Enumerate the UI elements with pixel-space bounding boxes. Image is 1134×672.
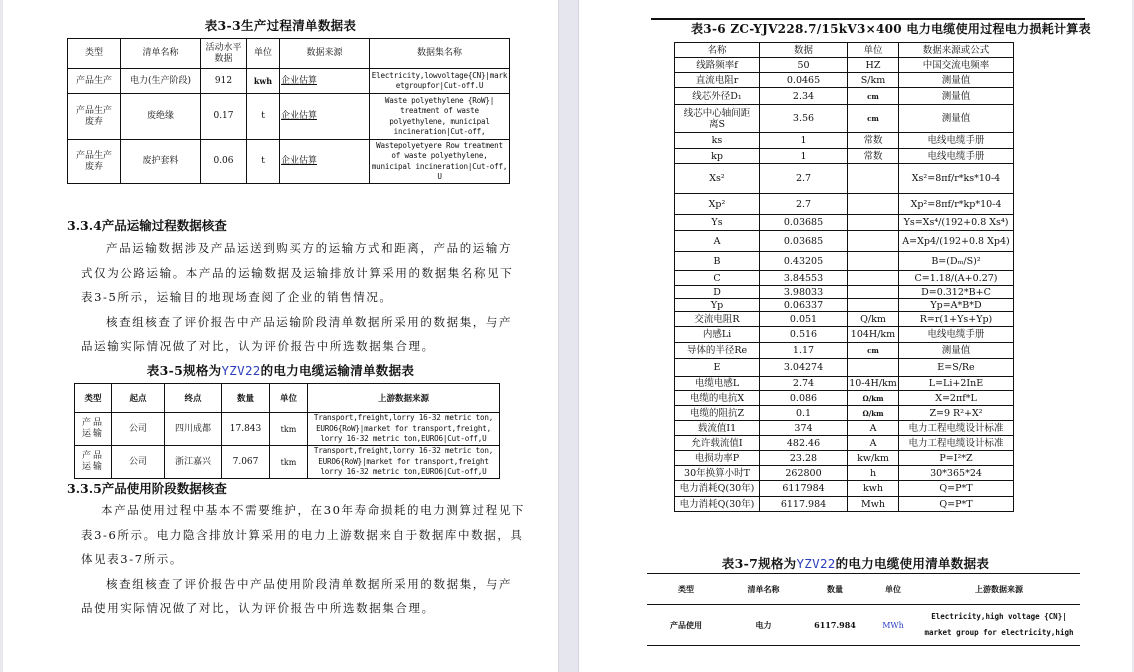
table-row	[675, 436, 1014, 451]
cell-source: X=2πf*L	[899, 391, 1014, 406]
cell-name: Xp²	[675, 194, 760, 215]
cell-source: Ys=Xs⁴/(192+0.8 Xs⁴)	[899, 215, 1014, 231]
cell-unit: Mwh	[848, 497, 899, 512]
cell-unit	[848, 271, 899, 286]
table-row	[675, 481, 1014, 497]
cell-name: E	[675, 359, 760, 377]
table-3-7-caption	[579, 554, 1132, 572]
header-cell: 起点	[112, 384, 165, 413]
cell-value: 1	[760, 133, 848, 149]
paragraph-line: 体见表3-7所示。	[81, 552, 183, 566]
cell-source: 电线电缆手册	[899, 133, 1014, 149]
cell-source: Xs²=8πf/r*ks*10-4	[899, 164, 1014, 194]
cell-value: 0.17	[201, 94, 247, 140]
header-cell: 上游数据来源	[308, 384, 500, 413]
section-heading-335: 3.3.5产品使用阶段数据核查	[67, 481, 227, 496]
table-row	[675, 194, 1014, 215]
cell-unit: 104H/km	[848, 327, 899, 343]
cell-name: C	[675, 271, 760, 286]
paragraph-line: 本产品使用过程中基本不需要维护，在30年寿命损耗的电力测算过程见下	[101, 503, 525, 517]
table-row	[68, 94, 510, 140]
header-cell: 终点	[165, 384, 222, 413]
cell-value: 1	[760, 149, 848, 164]
cell-value: 0.1	[760, 406, 848, 421]
table-row	[675, 377, 1014, 391]
cell-name: Xs²	[675, 164, 760, 194]
cell-value: 1.17	[760, 343, 848, 359]
cell-source: Xp²=8πf/r*kp*10-4	[899, 194, 1014, 215]
cell-source: 企业估算	[280, 140, 370, 184]
table-row	[675, 327, 1014, 343]
cell-name: 直流电阻r	[675, 73, 760, 88]
cell-unit: HZ	[848, 58, 899, 73]
header-cell: 数据集名称	[370, 39, 510, 69]
cell-source: R=r(1+Ys+Yp)	[899, 312, 1014, 327]
cell-value: 0.06337	[760, 299, 848, 312]
table-header-row	[647, 574, 1080, 605]
header-cell: 单位	[270, 384, 308, 413]
cell-type: 产品运输	[75, 446, 112, 479]
cell-type: 产品生产废弃	[68, 94, 121, 140]
header-cell: 上游数据来源	[918, 574, 1080, 605]
cell-value: 3.98033	[760, 286, 848, 299]
table-row	[675, 164, 1014, 194]
cell-source: 电力工程电缆设计标准	[899, 436, 1014, 451]
header-cell: 数量	[802, 574, 868, 605]
cell-value: 2.34	[760, 88, 848, 105]
table-3-5	[74, 383, 500, 479]
cell-type: 产品使用	[647, 605, 725, 646]
table-row	[675, 312, 1014, 327]
cell-source: 测量值	[899, 343, 1014, 359]
cell-unit: Ω/km	[848, 391, 899, 406]
cell-name: B	[675, 252, 760, 271]
cell-unit: 10-4H/km	[849, 378, 897, 389]
header-cell: 名称	[675, 43, 760, 58]
paragraph-line: 表3-6所示。电力隐含排放计算采用的电力上游数据来自于数据库中数据，具	[81, 528, 524, 542]
table-header-row	[68, 39, 510, 69]
table-row	[68, 69, 510, 94]
table-row	[675, 497, 1014, 512]
cell-unit: 常数	[848, 133, 899, 149]
header-cell: 单位	[868, 574, 918, 605]
table-row	[675, 451, 1014, 466]
cell-name: 废护套料	[121, 140, 201, 184]
cell-name: A	[675, 231, 760, 252]
cell-unit	[848, 215, 899, 231]
cell-value: 0.086	[760, 391, 848, 406]
cell-source: 测量值	[899, 73, 1014, 88]
cell-source: E=S/Re	[899, 359, 1014, 377]
cell-value: 2.7	[760, 164, 848, 194]
caption-text: 的电力电缆运输清单数据表	[260, 363, 415, 378]
cell-source: 测量值	[899, 88, 1014, 105]
cell-type: 产品生产废弃	[68, 140, 121, 184]
cell-source: 测量值	[899, 105, 1014, 133]
table-row	[75, 413, 500, 446]
cell-value: 374	[760, 421, 848, 436]
cell-unit	[848, 359, 899, 377]
cell-value: 482.46	[760, 436, 848, 451]
cell-name: 电缆电感L	[675, 377, 760, 391]
cell-name: Yp	[675, 299, 760, 312]
header-cell: 类型	[75, 384, 112, 413]
cell-value: 3.04274	[760, 359, 848, 377]
cell-source: A=Xp4/(192+0.8 Xp4)	[899, 231, 1014, 252]
cell-unit: MWh	[868, 605, 918, 646]
caption-text: 表3-5规格为	[146, 363, 222, 378]
table-3-7	[647, 573, 1080, 646]
cell-from: 公司	[112, 446, 165, 479]
header-cell: 数据来源或公式	[899, 43, 1014, 58]
cell-unit: Q/km	[848, 312, 899, 327]
cell-value: 0.516	[760, 327, 848, 343]
cell-source: Z=9 R²+X²	[899, 406, 1014, 421]
caption-text: 的电力电缆使用清单数据表	[835, 556, 990, 571]
cell-name: 电力消耗Q(30年)	[675, 497, 760, 512]
cell-unit: cm	[848, 105, 899, 133]
paragraph-line: 产品运输数据涉及产品运送到购买方的运输方式和距离，产品的运输方	[106, 241, 513, 255]
cell-to: 浙江嘉兴	[165, 446, 222, 479]
table-row	[675, 343, 1014, 359]
cell-name: 交流电阻R	[675, 312, 760, 327]
cell-source: Transport,freight,lorry 16-32 metric ton, EURO6{RoW}|market for transport,freight lorry 16-32 metric ton,EURO6|Cut-off,U	[308, 446, 500, 479]
cell-source: B=(Dₘ/S)²	[899, 252, 1014, 271]
table-row	[675, 421, 1014, 436]
table-row	[675, 231, 1014, 252]
caption-model: YZV22	[221, 363, 261, 378]
cell-value: 912	[201, 69, 247, 94]
table-row	[675, 215, 1014, 231]
cell-value: 2.7	[760, 194, 848, 215]
header-cell: 清单名称	[121, 39, 201, 69]
cell-unit: cm	[848, 88, 899, 105]
cell-name: 废绝缘	[121, 94, 201, 140]
cell-from: 公司	[112, 413, 165, 446]
cell-name: 电力(生产阶段)	[121, 69, 201, 94]
cell-unit: A	[848, 436, 899, 451]
table-row	[647, 605, 1080, 646]
cell-source: Transport,freight,lorry 16-32 metric ton, EURO6{RoW}|market for transport,freight, lorry 16-32 metric ton,EURO6|Cut-off,U	[308, 413, 500, 446]
cell-source: 电线电缆手册	[899, 327, 1014, 343]
paragraph-line: 式仅为公路运输。本产品的运输数据及运输排放计算采用的数据集名称见下	[81, 266, 514, 280]
cell-unit: tkm	[270, 413, 308, 446]
cell-unit	[848, 286, 899, 299]
caption-model: YZV22	[796, 556, 836, 571]
cell-value: 2.74	[760, 377, 848, 391]
cell-name: Ys	[675, 215, 760, 231]
table-row	[675, 359, 1014, 377]
document-page-right	[578, 0, 1132, 672]
header-cell: 活动水平数据	[201, 39, 247, 69]
cell-value: 6117.984	[760, 497, 848, 512]
cell-dataset: Waste polyethylene {RoW}| treatment of waste polyethylene, municipal incineration|Cut-off,	[370, 94, 510, 140]
table-3-6-body	[675, 43, 1014, 512]
cell-source: 30*365*24	[899, 466, 1014, 481]
cell-unit	[848, 164, 899, 194]
cell-value: 0.06	[201, 140, 247, 184]
cell-type: 产品运输	[75, 413, 112, 446]
table-row	[675, 299, 1014, 312]
table-row	[675, 105, 1014, 133]
source-line: market group for electricity,high	[924, 628, 1074, 637]
section-heading-334: 3.3.4产品运输过程数据核查	[67, 218, 227, 233]
cell-source: 电力工程电缆设计标准	[899, 421, 1014, 436]
table-header-row	[675, 43, 1014, 58]
cell-source: 企业估算	[280, 94, 370, 140]
cell-dataset: Wastepolyetyere Row treatment of waste polyethylene, municipal incineration|Cut-off, U	[370, 140, 510, 184]
table-row	[675, 406, 1014, 421]
cell-source: 中国交流电频率	[899, 58, 1014, 73]
cell-value: 0.051	[760, 312, 848, 327]
cell-name: 电损功率P	[675, 451, 760, 466]
header-cell: 单位	[848, 43, 899, 58]
cell-unit: Ω/km	[848, 406, 899, 421]
header-cell: 数据	[760, 43, 848, 58]
header-cell: 单位	[247, 39, 280, 69]
cell-unit	[848, 252, 899, 271]
table-row	[675, 391, 1014, 406]
caption-text: 表3-7规格为	[721, 556, 797, 571]
table-row	[675, 149, 1014, 164]
cell-value: 50	[760, 58, 848, 73]
table-row	[75, 446, 500, 479]
cell-to: 四川成都	[165, 413, 222, 446]
cell-unit: cm	[848, 343, 899, 359]
cell-unit: h	[848, 466, 899, 481]
cell-name: D	[675, 286, 760, 299]
cell-value: 3.56	[760, 105, 848, 133]
table-3-3-caption: 表3-3生产过程清单数据表	[204, 18, 357, 33]
table-header-row	[75, 384, 500, 413]
header-cell: 数量	[222, 384, 270, 413]
paragraph-line: 品使用实际情况做了对比，认为评价报告中所选数据集合理。	[81, 601, 435, 615]
document-page-left	[3, 0, 558, 672]
cell-dataset: Electricity,lowvoltage{CN}|marketgroupfor|Cut-off.U	[370, 69, 510, 94]
cell-unit: kwh	[848, 481, 899, 497]
cell-name: 线芯中心轴间距离S	[675, 105, 760, 133]
cell-source: Q=P*T	[899, 481, 1014, 497]
cell-name: 载流值I1	[675, 421, 760, 436]
cell-name: 电力	[725, 605, 802, 646]
cell-source: C=1.18/(A+0.27)	[899, 271, 1014, 286]
cell-source: Yp=A*B*D	[899, 299, 1014, 312]
paragraph-line: 表3-5所示，运输目的地现场查阅了企业的销售情况。	[81, 290, 393, 304]
table-row	[68, 140, 510, 184]
cell-unit: S/km	[848, 73, 899, 88]
cell-name: 内感Li	[675, 327, 760, 343]
table-3-6	[674, 42, 1014, 512]
cell-qty: 6117.984	[802, 605, 868, 646]
table-row	[675, 58, 1014, 73]
cell-unit: t	[247, 94, 280, 140]
cell-name: 电缆的阻抗Z	[675, 406, 760, 421]
table-row	[675, 286, 1014, 299]
cell-source: Q=P*T	[899, 497, 1014, 512]
source-line: Electricity,high voltage {CN}|	[931, 612, 1067, 621]
cell-name: ks	[675, 133, 760, 149]
cell-name: kp	[675, 149, 760, 164]
paragraph-line: 核查组核查了评价报告中产品使用阶段清单数据所采用的数据集，与产	[106, 577, 513, 591]
cell-qty: 7.067	[222, 446, 270, 479]
cell-value: 262800	[760, 466, 848, 481]
cell-unit: kwh	[247, 69, 280, 94]
cell-value: 0.03685	[760, 215, 848, 231]
cell-unit: 常数	[848, 149, 899, 164]
header-cell: 清单名称	[725, 574, 802, 605]
cell-value: 0.43205	[760, 252, 848, 271]
cell-name: 30年换算小时T	[675, 466, 760, 481]
table-row	[675, 466, 1014, 481]
table-3-6-caption: 表3-6 ZC-YJV228.7/15kV3×400 电力电缆使用过程电力损耗计算表	[691, 22, 1091, 36]
cell-name: 线路频率f	[675, 58, 760, 73]
header-cell: 数据来源	[280, 39, 370, 69]
cell-source: L=Li+2InE	[899, 377, 1014, 391]
cell-value: 0.0465	[760, 73, 848, 88]
cell-source: P=I²*Z	[899, 451, 1014, 466]
cell-unit	[848, 231, 899, 252]
table-row	[675, 271, 1014, 286]
header-cell: 类型	[647, 574, 725, 605]
cell-type: 产品生产	[68, 69, 121, 94]
cell-name: 导体的半径Re	[675, 343, 760, 359]
cell-unit	[848, 194, 899, 215]
cell-unit	[848, 299, 899, 312]
cell-unit: t	[247, 140, 280, 184]
cell-source: D=0.312*B+C	[899, 286, 1014, 299]
cell-source: 企业估算	[280, 69, 370, 94]
cell-value: 6117984	[760, 481, 848, 497]
table-row	[675, 133, 1014, 149]
cell-unit: tkm	[270, 446, 308, 479]
cell-name: 电力消耗Q(30年)	[675, 481, 760, 497]
table-row	[675, 73, 1014, 88]
cell-source: 电线电缆手册	[899, 149, 1014, 164]
paragraph-line: 核查组核查了评价报告中产品运输阶段清单数据所采用的数据集，与产	[106, 315, 513, 329]
table-row	[675, 88, 1014, 105]
paragraph-line: 品运输实际情况做了对比，认为评价报告中所选数据集合理。	[81, 339, 435, 353]
cell-unit: A	[848, 421, 899, 436]
header-cell: 类型	[68, 39, 121, 69]
cell-value: 23.28	[760, 451, 848, 466]
cell-name: 线芯外径D₁	[675, 88, 760, 105]
table-3-5-caption	[3, 361, 558, 379]
cell-unit: kw/km	[848, 451, 899, 466]
table-3-3	[67, 38, 510, 184]
cell-name: 电缆的电抗X	[675, 391, 760, 406]
cell-value: 0.03685	[760, 231, 848, 252]
page-gutter	[558, 0, 580, 672]
cell-name: 允许载流值I	[675, 436, 760, 451]
cell-qty: 17.843	[222, 413, 270, 446]
table-row	[675, 252, 1014, 271]
cell-value: 3.84553	[760, 271, 848, 286]
cell-source	[918, 605, 1080, 646]
